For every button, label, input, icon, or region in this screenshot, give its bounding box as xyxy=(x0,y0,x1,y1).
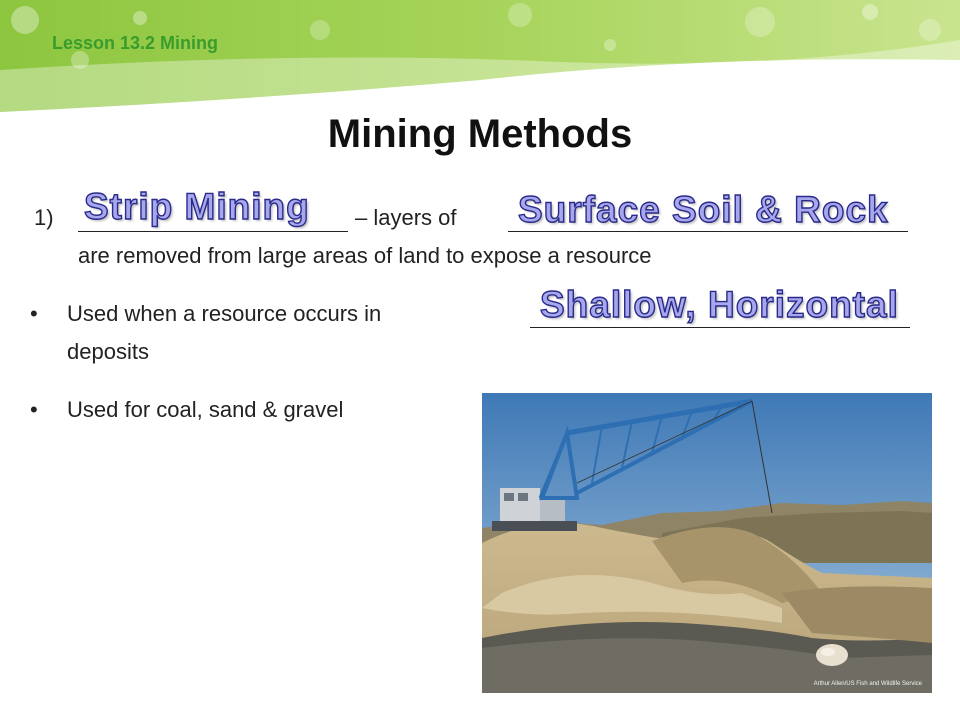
photo-credit: Arthur Allen/US Fish and Wildlife Service xyxy=(813,681,922,687)
slide-title: Mining Methods xyxy=(327,112,633,156)
bullet2-text: Used for coal, sand & gravel xyxy=(67,397,344,422)
bullet-dot: • xyxy=(30,301,38,326)
answer-method: Strip Mining xyxy=(84,186,310,227)
item-number: 1) xyxy=(34,205,54,230)
blank-layers xyxy=(508,231,908,232)
bullet-dot: • xyxy=(30,397,38,422)
item1-continuation: are removed from large areas of land to expose a resource xyxy=(78,243,652,268)
bullet1-text: Used when a resource occurs in xyxy=(67,301,382,326)
blank-method xyxy=(78,231,348,232)
answer-layers: Surface Soil & Rock xyxy=(518,189,889,230)
layers-text: – layers of xyxy=(355,205,457,230)
strip-mine-photo xyxy=(482,393,932,693)
header-banner xyxy=(0,0,960,112)
blank-deposits xyxy=(530,327,910,328)
lesson-label: Lesson 13.2 Mining xyxy=(52,33,219,53)
bullet1-continuation: deposits xyxy=(67,339,149,364)
answer-deposits: Shallow, Horizontal xyxy=(540,284,899,325)
